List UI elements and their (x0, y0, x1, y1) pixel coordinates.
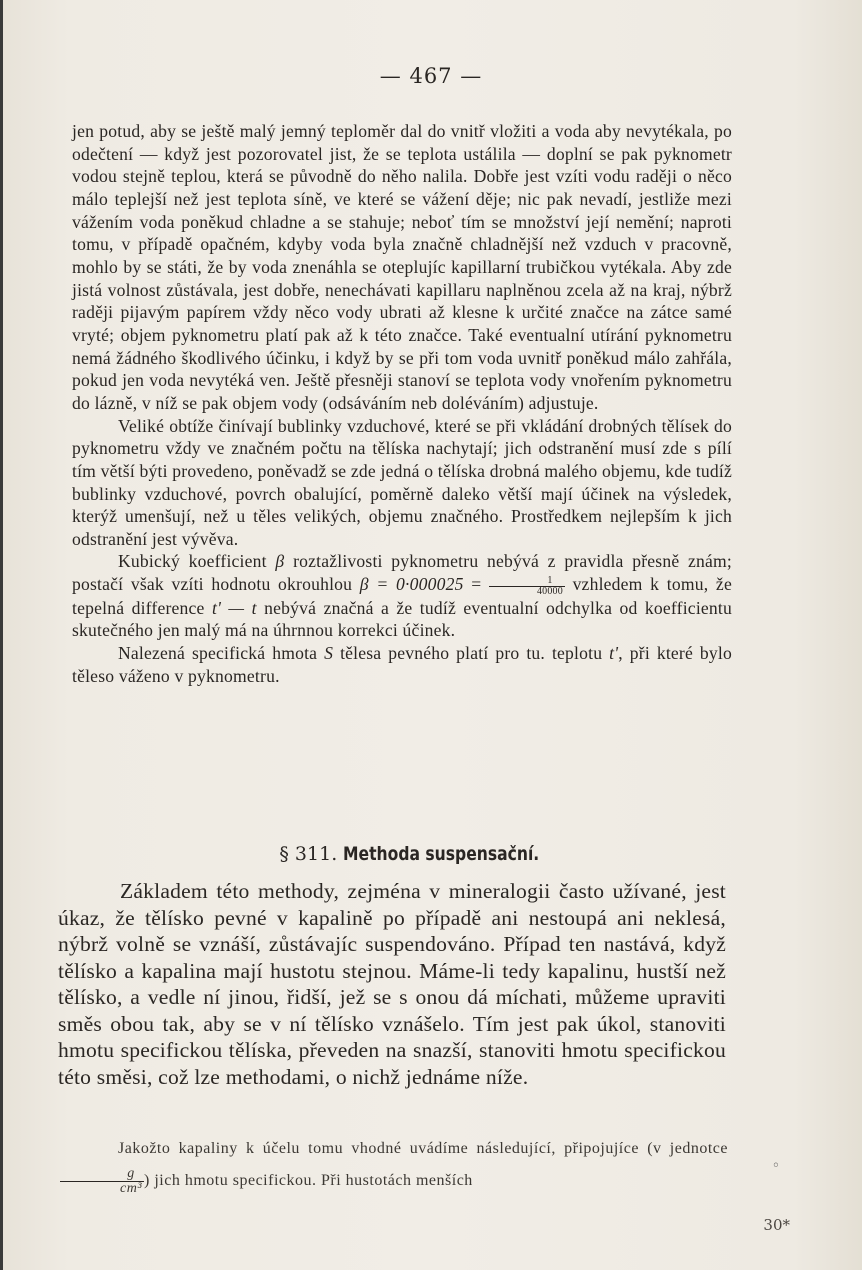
paragraph-expansion-coefficient: Kubický koefficient β roztažlivosti pyknometru nebývá z pravidla přesně znám; postačí však vzíti hodnotu okrouhlou β = 0·000025 = $\frac{1}{40000}$ vzhledem k tomu, že tepelná difference t' — t nebývá značná a že tudíž eventualní odchylka od koefficientu skutečného jen malý má na úhrnnou korrekci účinek. (72, 551, 732, 641)
section-number: § 311. (279, 843, 338, 865)
section-heading (0, 843, 862, 865)
paragraph-specific-mass: Nalezená specifická hmota S tělesa pevného platí pro tu. teplotu t', při které bylo těleso váženo v pyknometru. (72, 642, 733, 686)
body-text-small (72, 120, 732, 687)
body-text-footer (60, 1133, 728, 1197)
signature-mark: 30* (763, 1216, 790, 1234)
fraction-g-per-cm3: $\frac{g}{\text{cm³}}$ (60, 1167, 144, 1196)
body-text-large (58, 878, 726, 1090)
page-edge-shadow (0, 0, 3, 1270)
paragraph-air-bubbles: Veliké obtíže činívají bublinky vzduchové, které se při vkládání drobných tělísek do pyknometru vždy ve značném počtu na tělíska nachytají; jich odstranění musí zde s pílí tím větší býti provedeno, poněvadž se zde jedná o tělíska drobná malého objemu, kde tudíž bublinky vzduchové, povrch obalující, poměrně daleko větší mají účinek na výsledek, kterýž umenšují, než u těles velikých, objemu značného. Prostředkem nejlepším k jich odstranění jest vývěva. (72, 415, 732, 549)
section-title: Methoda suspensační. (343, 843, 540, 865)
paragraph-liquids: Jakožto kapaliny k účelu tomu vhodné uvádíme následující, připojujíce (v jednotce $\frac{g}{\text{cm³}}$ ) jich hmotu specifickou. Při hustotách menších (60, 1133, 728, 1197)
fraction-one-over-40000: $\frac{1}{40000}$ (489, 576, 565, 597)
paragraph-suspension-method: Základem této methody, zejména v mineralogii často užívané, jest úkaz, že tělísko pevné v kapalině po případě ani nestoupá ani neklesá, nýbrž volně se vznáší, zůstávajíc suspendováno. Případ ten nastává, když tělísko a kapalina mají hustotu stejnou. Máme-li tedy kapalinu, hustší než tělísko, a vedle ní jinou, řidší, jež se s onou dá míchati, můžeme upraviti směs obou tak, aby se v ní tělísko vznášelo. Tím jest pak úkol, stanoviti hmotu specifickou tělíska, převeden na snazší, stanoviti hmotu specifickou této směsi, což lze methodami, o nichž jednáme níže. (58, 879, 726, 1089)
margin-mark: ◦ (771, 1158, 780, 1174)
paragraph-pyknometr-filling: jen potud, aby se ještě malý jemný teploměr dal do vnitř vložiti a voda aby nevytékala, po odečtení — když jest pozorovatel jist, že se teplota ustálila — doplní se pak pyknometr vodou stejně teplou, která se původně do něho nalila. Dobře jest vzíti vodu raději o něco málo teplejší než jest teplota síně, ve které se vážení děje; nic pak nevadí, jestliže mezi vážením voda poněkud chladne a se stahuje; neboť tím se množství její nemění; naproti tomu, v případě opačném, kdyby voda byla značně chladnější než vzduch v pracovně, mohlo by se státi, že by voda znenáhla se oteplujíc kapillarní trubičkou vytékala. Aby zde jistá volnost zůstávala, jest dobře, nenechávati kapillaru naplněnou zcela až na kraj, nýbrž raději pijavým papírem vždy něco vody ubrati až klesne k určité značce na zátce samé vryté; objem pyknometru platí pak až k této značce. Také eventualní utírání pyknometru nemá žádného škodlivého účinku, i když by se při tom voda uvnitř poněkud málo zahřála, pokud jen voda nevytéká ven. Ještě přesněji stanoví se teplota vody vnořením pyknometru do lázně, v níž se pak objem vody (odsáváním neb doléváním) adjustuje. (72, 121, 732, 413)
page-number: — 467 — (379, 64, 483, 88)
